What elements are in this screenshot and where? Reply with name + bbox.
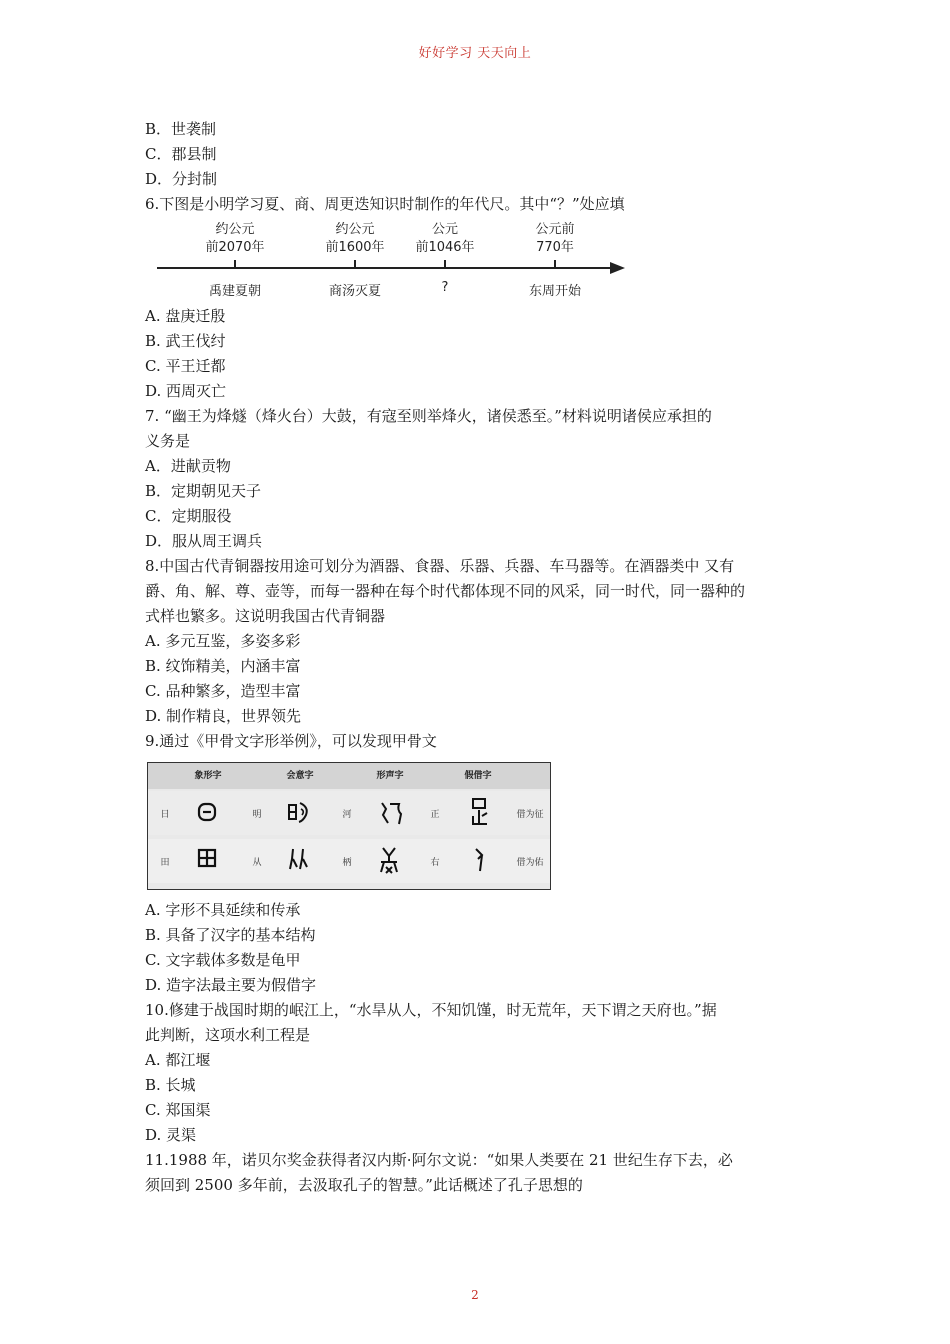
question-8-stem-cont: 爵、角、解、尊、壶等，而每一器种在每个时代都体现不同的风采，同一时代，同一器种的 bbox=[145, 582, 746, 600]
timeline-label-line: 770年 bbox=[536, 240, 574, 255]
oracle-char-label: 日 bbox=[160, 810, 170, 820]
question-block-bottom bbox=[145, 898, 815, 1198]
timeline-label-xia bbox=[190, 221, 280, 257]
oracle-note: 借为征 bbox=[516, 810, 544, 820]
timeline-figure bbox=[155, 217, 635, 304]
option-c: C. 文字载体多数是龟甲 bbox=[145, 951, 301, 969]
timeline-event: 东周开始 bbox=[528, 284, 581, 299]
timeline-label-line: 前2070年 bbox=[205, 240, 265, 255]
page-number: 2 bbox=[471, 1288, 479, 1302]
option-d: D. 造字法最主要为假借字 bbox=[145, 976, 317, 994]
question-block-top bbox=[145, 117, 815, 217]
timeline-event: 商汤灭夏 bbox=[328, 284, 381, 299]
option-c: C. 品种繁多，造型丰富 bbox=[145, 682, 301, 700]
timeline-event: 禹建夏朝 bbox=[208, 284, 261, 299]
oracle-bone-table bbox=[147, 762, 551, 890]
oracle-header: 形声字 bbox=[376, 771, 404, 781]
option-d: D．服从周王调兵 bbox=[145, 532, 263, 550]
oracle-char-label: 明 bbox=[252, 810, 262, 820]
option-d: D. 制作精良，世界领先 bbox=[145, 707, 302, 725]
timeline-label-shang bbox=[310, 221, 400, 257]
text-line: C．郡县制 bbox=[145, 145, 217, 163]
option-b: B. 具备了汉字的基本结构 bbox=[145, 926, 316, 944]
option-b: B. 武王伐纣 bbox=[145, 332, 226, 350]
oracle-char-label: 从 bbox=[252, 858, 262, 868]
option-a: A. 多元互鉴，多姿多彩 bbox=[145, 632, 301, 650]
text-line: D．分封制 bbox=[145, 170, 218, 188]
option-c: C．定期服役 bbox=[145, 507, 232, 525]
timeline-event-unknown: ? bbox=[441, 280, 449, 295]
question-7-stem: 7. “幽王为烽燧（烽火台）大鼓，有寇至则举烽火，诸侯悉至。”材料说明诸侯应承担的 bbox=[145, 407, 712, 425]
timeline-label-line: 公元 bbox=[431, 222, 458, 237]
oracle-header: 会意字 bbox=[286, 771, 314, 781]
timeline-label-zhou bbox=[400, 221, 490, 257]
timeline-label-line: 前1046年 bbox=[415, 240, 475, 255]
option-a: A．进献贡物 bbox=[145, 457, 231, 475]
page-header: 好好学习 天天向上 bbox=[418, 46, 532, 61]
option-a: A. 字形不具延续和传承 bbox=[145, 901, 301, 919]
option-c: C. 平王迁都 bbox=[145, 357, 226, 375]
question-7-stem-cont: 义务是 bbox=[145, 432, 191, 450]
question-6-stem: 6.下图是小明学习夏、商、周更迭知识时制作的年代尺。其中“？”处应填 bbox=[145, 195, 625, 213]
option-c: C. 郑国渠 bbox=[145, 1101, 211, 1119]
option-a: A. 都江堰 bbox=[145, 1051, 211, 1069]
page-content bbox=[145, 117, 815, 1198]
oracle-glyph-follow bbox=[288, 845, 312, 873]
oracle-header: 假借字 bbox=[464, 771, 492, 781]
timeline-label-line: 约公元 bbox=[335, 222, 375, 237]
oracle-char-label: 河 bbox=[342, 810, 352, 820]
oracle-char-label: 右 bbox=[430, 858, 440, 868]
timeline-label-eastern-zhou bbox=[510, 221, 600, 257]
timeline-label-line: 约公元 bbox=[215, 222, 255, 237]
oracle-glyph-zheng bbox=[468, 796, 492, 828]
oracle-char-label: 柄 bbox=[342, 858, 352, 868]
oracle-glyph-right-hand bbox=[470, 845, 492, 875]
oracle-glyph-bing bbox=[378, 845, 404, 875]
text-line: B．世袭制 bbox=[145, 120, 217, 138]
question-11-stem-cont: 须回到 2500 多年前，去汲取孔子的智慧。”此话概述了孔子思想的 bbox=[145, 1176, 583, 1194]
option-d: D. 灵渠 bbox=[145, 1126, 197, 1144]
option-b: B．定期朝见天子 bbox=[145, 482, 262, 500]
timeline-label-line: 前1600年 bbox=[325, 240, 385, 255]
oracle-note: 借为佑 bbox=[516, 858, 544, 868]
option-d: D. 西周灭亡 bbox=[145, 382, 227, 400]
question-9-stem: 9.通过《甲骨文字形举例》，可以发现甲骨文 bbox=[145, 732, 437, 750]
oracle-char-label: 正 bbox=[430, 810, 440, 820]
question-block-mid bbox=[145, 304, 815, 754]
timeline-label-line: 公元前 bbox=[535, 222, 575, 237]
question-8-stem: 8.中国古代青铜器按用途可划分为酒器、食器、乐器、兵器、车马器等。在酒器类中 又有 bbox=[145, 557, 735, 575]
question-8-stem-cont: 式样也繁多。这说明我国古代青铜器 bbox=[145, 607, 386, 625]
oracle-glyph-bright bbox=[286, 799, 312, 825]
option-b: B. 长城 bbox=[145, 1076, 196, 1094]
oracle-glyph-river bbox=[378, 799, 404, 827]
question-10-stem: 10.修建于战国时期的岷江上，“水旱从人，不知饥馑，时无荒年，天下谓之天府也。”据 bbox=[145, 1001, 717, 1019]
question-10-stem-cont: 此判断，这项水利工程是 bbox=[145, 1026, 311, 1044]
oracle-header: 象形字 bbox=[194, 771, 222, 781]
option-a: A. 盘庚迁殷 bbox=[145, 307, 226, 325]
oracle-glyph-sun bbox=[196, 801, 218, 823]
oracle-glyph-field bbox=[196, 847, 218, 869]
question-11-stem: 11.1988 年，诺贝尔奖金获得者汉内斯·阿尔文说：“如果人类要在 21 世纪生存下去，必 bbox=[145, 1151, 733, 1169]
option-b: B. 纹饰精美，内涵丰富 bbox=[145, 657, 301, 675]
oracle-char-label: 田 bbox=[160, 858, 170, 868]
